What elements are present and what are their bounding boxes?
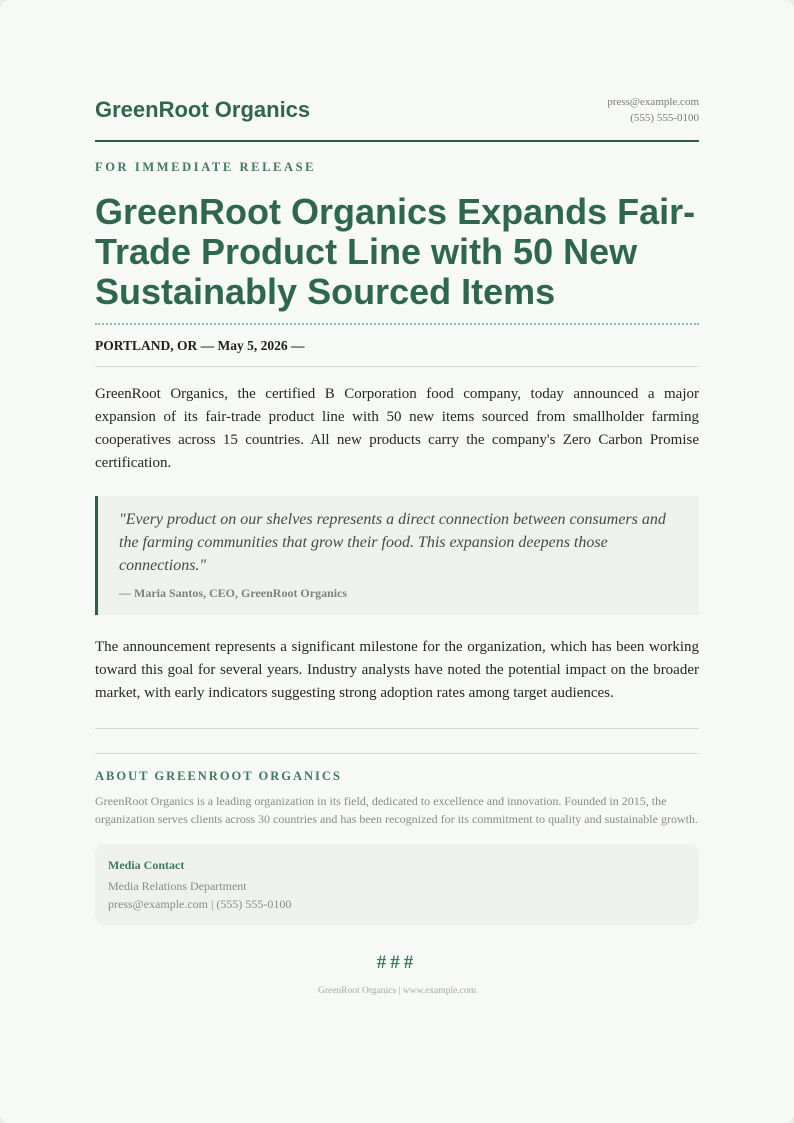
about-divider (95, 753, 699, 754)
about-text: GreenRoot Organics is a leading organization in its field, dedicated to excellence and innovation. Founded in 2015, the organization serves clients across 30 countries and has been recognized for its commitment to quality and sustainable growth. (95, 794, 698, 826)
footer: GreenRoot Organics | www.example.com (317, 986, 477, 996)
headline: GreenRoot Organics Expands Fair-Trade Product Line with 50 New Sustainably Sourced Items (95, 192, 699, 325)
pull-quote (95, 496, 699, 615)
about-heading: ABOUT GREENROOT ORGANICS (95, 769, 342, 783)
body-paragraph-2: The announcement represents a significant milestone for the organization, which has been working toward this goal for several years. Industry analysts have noted the potential impact on the broader market, with early indicators suggesting strong adoption rates among target audiences. (95, 639, 699, 701)
letterhead (95, 94, 699, 142)
media-contact-box (95, 844, 699, 925)
header-phone: (555) 555-0100 (630, 112, 699, 124)
header-email: press@example.com (607, 96, 699, 108)
end-mark: ### (376, 952, 418, 973)
quote-attribution: — Maria Santos, CEO, GreenRoot Organics (119, 586, 348, 600)
release-label: FOR IMMEDIATE RELEASE (95, 160, 317, 174)
media-contact-title: Media Contact (108, 858, 185, 872)
media-contact-details: press@example.com | (555) 555-0100 (108, 897, 292, 911)
body-paragraph-1: GreenRoot Organics, the certified B Corporation food company, today announced a major expansion of its fair-trade product line with 50 new items sourced from smallholder farming cooperatives across 15 countries. All new products carry the company's Zero Carbon Promise certification. (95, 386, 699, 471)
dateline: PORTLAND, OR — May 5, 2026 — (95, 338, 699, 367)
section-divider (95, 728, 699, 729)
media-contact-department: Media Relations Department (108, 879, 247, 893)
company-name: GreenRoot Organics (95, 97, 311, 122)
header-contact (607, 94, 699, 126)
quote-text: "Every product on our shelves represents a direct connection between consumers and the farming communities that grow their food. This expansion deepens those connections." (119, 511, 666, 574)
